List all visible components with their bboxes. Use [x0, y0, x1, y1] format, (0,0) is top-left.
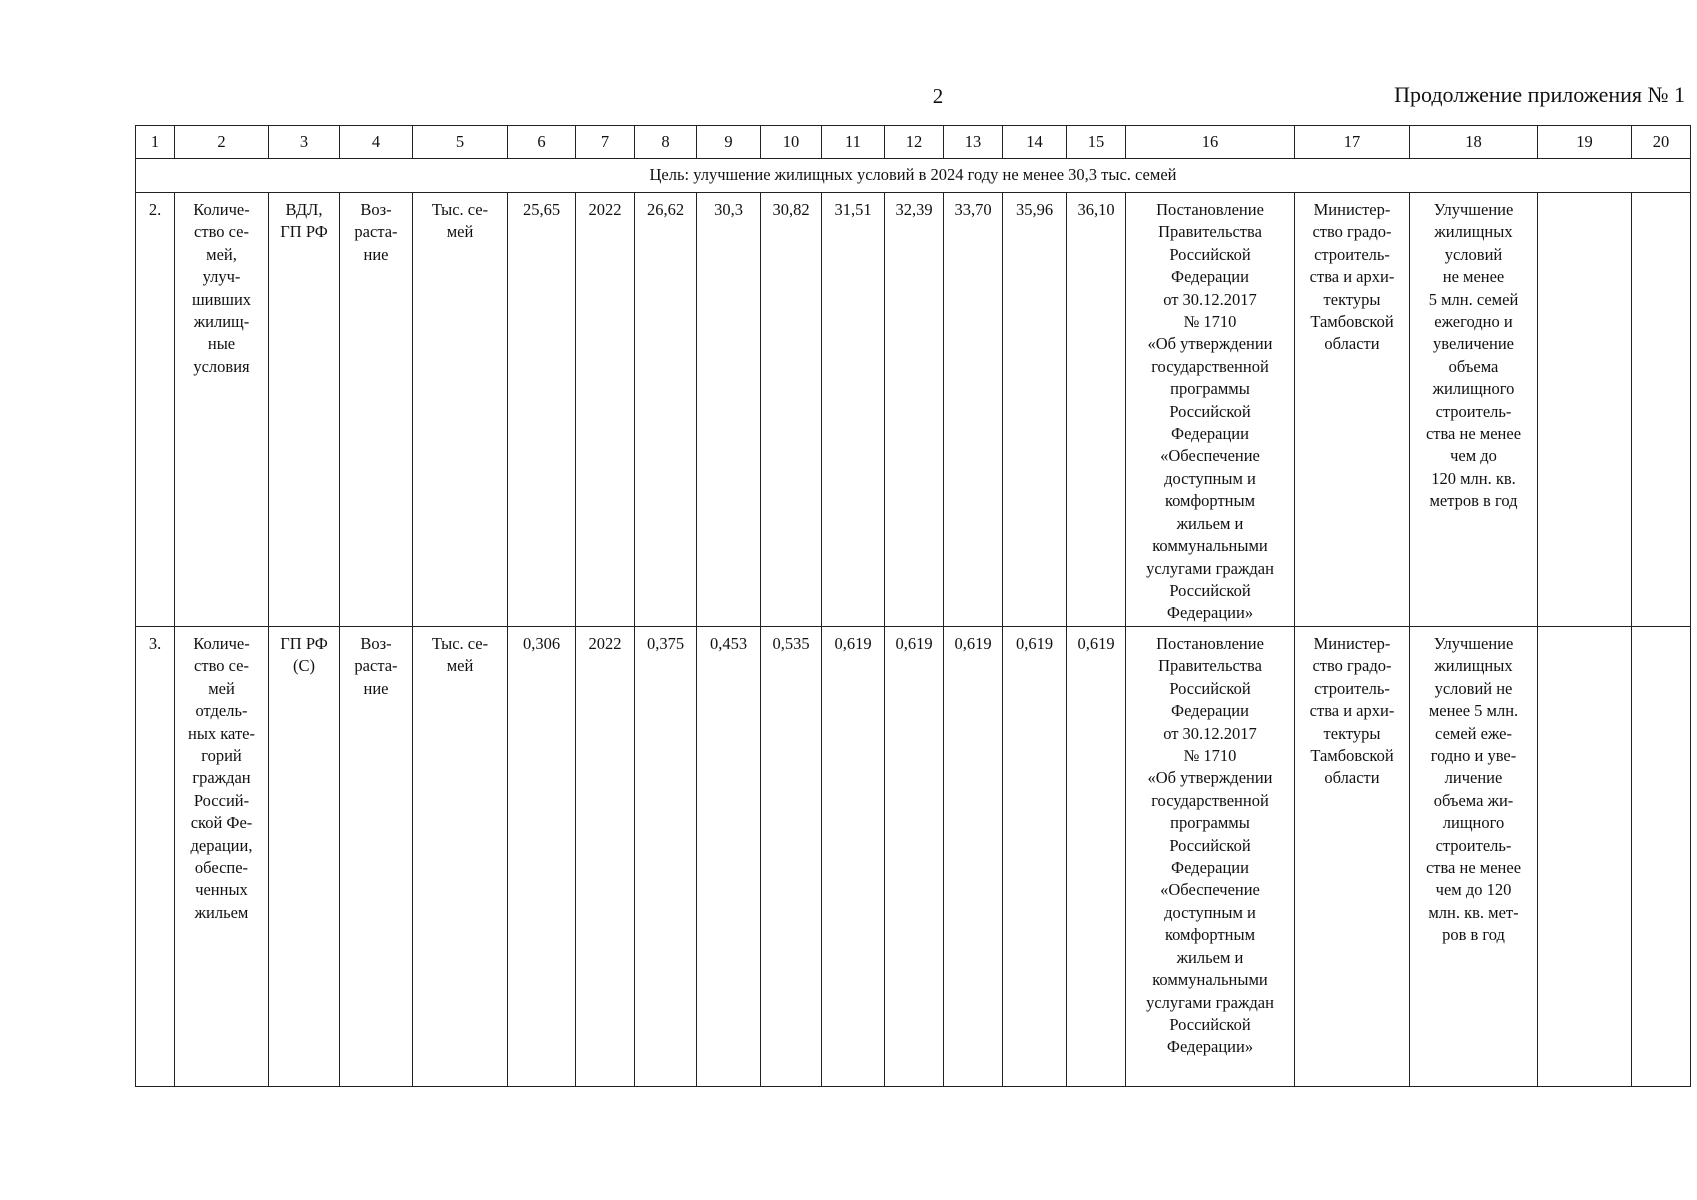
continuation-heading: Продолжение приложения № 1 [1394, 82, 1685, 107]
indicator-source: ГП РФ (С) [280, 634, 328, 676]
base-value: 0,306 [522, 634, 561, 653]
table-row [136, 193, 1691, 627]
row-number: 2. [148, 200, 162, 219]
column-header: 13 [944, 126, 1003, 159]
value-cell: 0,619 [895, 634, 933, 653]
value-cell: 0,619 [1015, 634, 1054, 653]
column-header: 1 [136, 126, 175, 159]
indicator-type: Воз- раста- ние [354, 634, 398, 698]
responsible-body: Министер- ство градо- строитель- ства и архи- тектуры Тамбовской области [1309, 634, 1395, 788]
legal-document: Постановление Правительства Российской Федерации от 30.12.2017 № 1710 «Об утверждении государственной программы Российской Федерации «Обеспечение доступным и комфортным жильем и коммунальными услугами граждан Российской Федерации» [1146, 200, 1274, 623]
empty-cell [1538, 193, 1631, 199]
column-header: 6 [508, 126, 576, 159]
column-header: 8 [635, 126, 697, 159]
indicator-source: ВДЛ, ГП РФ [280, 200, 328, 242]
empty-cell [1632, 193, 1690, 199]
page-number: 2 [932, 84, 944, 108]
column-header: 20 [1632, 126, 1691, 159]
unit-of-measure: Тыс. се- мей [431, 200, 489, 242]
value-cell: 33,70 [954, 200, 992, 219]
legal-document: Постановление Правительства Российской Федерации от 30.12.2017 № 1710 «Об утверждении государственной программы Российской Федерации «Обеспечение доступным и комфортным жильем и коммунальными услугами граждан Российской Федерации» [1146, 634, 1274, 1057]
indicator-name: Количе- ство се- мей отдель- ных кате- горий граждан Россий- ской Фе- дерации, обеспе- ченных жильем [188, 634, 255, 922]
column-header: 9 [697, 126, 761, 159]
unit-of-measure: Тыс. се- мей [431, 634, 489, 676]
value-cell: 31,51 [834, 200, 872, 219]
value-cell: 36,10 [1077, 200, 1115, 219]
column-header: 7 [576, 126, 635, 159]
value-cell: 0,375 [646, 634, 685, 653]
value-cell: 35,96 [1015, 200, 1054, 219]
national-goal-link: Улучшение жилищных условий не менее 5 млн. семей еже- годно и уве- личение объема жи- лищного строитель- ства не менее чем до 120 млн. кв. мет- ров в год [1425, 634, 1522, 945]
empty-cell [1632, 627, 1690, 633]
national-goal-link: Улучшение жилищных условий не менее 5 млн. семей ежегодно и увеличение объема жилищного строитель- ства не менее чем до 120 млн. кв. метров в год [1425, 200, 1522, 511]
table-row [136, 627, 1691, 1087]
column-header: 10 [761, 126, 822, 159]
column-header: 3 [269, 126, 340, 159]
base-year: 2022 [588, 634, 622, 653]
column-header: 11 [822, 126, 885, 159]
base-year: 2022 [588, 200, 622, 219]
value-cell: 0,619 [1077, 634, 1115, 653]
value-cell: 0,453 [709, 634, 748, 653]
empty-cell [1538, 627, 1631, 633]
column-header: 2 [175, 126, 269, 159]
column-header: 19 [1538, 126, 1632, 159]
column-header: 14 [1003, 126, 1067, 159]
column-header: 18 [1410, 126, 1538, 159]
column-header: 4 [340, 126, 413, 159]
goal-row [136, 159, 1691, 193]
indicator-type: Воз- раста- ние [354, 200, 398, 264]
base-value: 25,65 [522, 200, 561, 219]
indicator-name: Количе- ство се- мей, улуч- шивших жилищ- ные условия [191, 200, 252, 376]
column-number-row [136, 126, 1691, 159]
goal-text: Цель: улучшение жилищных условий в 2024 году не менее 30,3 тыс. семей [136, 159, 1691, 193]
value-cell: 30,82 [772, 200, 810, 219]
responsible-body: Министер- ство градо- строитель- ства и архи- тектуры Тамбовской области [1309, 200, 1395, 354]
column-header: 15 [1067, 126, 1126, 159]
value-cell: 0,619 [954, 634, 992, 653]
indicators-table [135, 125, 1691, 1087]
column-header: 12 [885, 126, 944, 159]
column-header: 5 [413, 126, 508, 159]
row-number: 3. [148, 634, 162, 653]
value-cell: 26,62 [646, 200, 685, 219]
value-cell: 0,619 [834, 634, 872, 653]
value-cell: 0,535 [772, 634, 810, 653]
value-cell: 32,39 [895, 200, 933, 219]
column-header: 17 [1295, 126, 1410, 159]
value-cell: 30,3 [714, 200, 743, 219]
column-header: 16 [1126, 126, 1295, 159]
